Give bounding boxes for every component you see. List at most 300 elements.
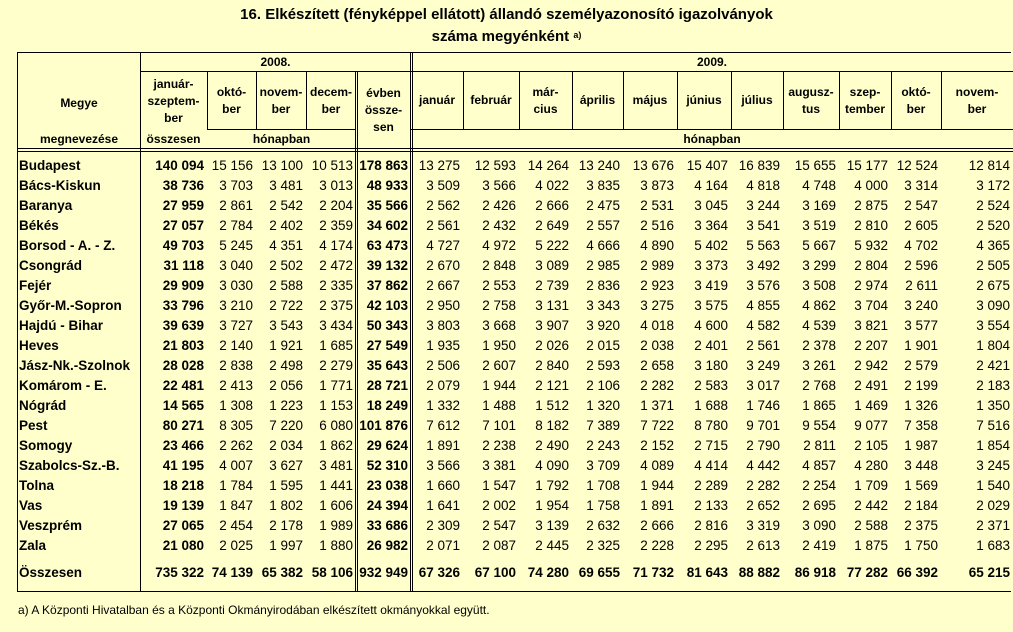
value-cell: 67 100 [474, 565, 516, 580]
value-cell: 2 768 [802, 378, 836, 393]
value-cell: 2 524 [976, 198, 1010, 213]
value-cell: 2 282 [640, 378, 674, 393]
value-cell: 1 944 [482, 378, 516, 393]
value-cell: 23 038 [366, 478, 408, 493]
value-cell: 2 666 [640, 518, 674, 533]
value-cell: 13 676 [632, 158, 674, 173]
value-cell: 1 308 [219, 398, 253, 413]
value-cell: 2 238 [482, 438, 516, 453]
title-footnote-marker: a) [573, 30, 582, 40]
value-cell: 2 207 [854, 338, 888, 353]
value-cell: 3 704 [854, 298, 888, 313]
value-cell: 1 441 [319, 478, 353, 493]
value-cell: 1 606 [319, 498, 353, 513]
value-cell: 7 612 [426, 418, 460, 433]
value-cell: 2 557 [586, 218, 620, 233]
month-2009-header: novem- ber [955, 84, 999, 116]
value-cell: 2 670 [426, 258, 460, 273]
value-cell: 4 727 [426, 238, 460, 253]
value-cell: 29 909 [162, 278, 204, 293]
value-cell: 2 454 [219, 518, 253, 533]
value-cell: 2 553 [482, 278, 516, 293]
value-cell: 2 056 [269, 378, 303, 393]
value-cell: 22 481 [162, 378, 204, 393]
value-cell: 3 576 [746, 278, 780, 293]
value-cell: 3 030 [219, 278, 253, 293]
value-cell: 3 835 [586, 178, 620, 193]
value-cell: 1 921 [269, 338, 303, 353]
value-cell: 3 803 [426, 318, 460, 333]
value-cell: 2 413 [219, 378, 253, 393]
value-cell: 2 588 [854, 518, 888, 533]
value-cell: 2 658 [640, 358, 674, 373]
value-cell: 7 101 [482, 418, 516, 433]
value-cell: 3 319 [746, 518, 780, 533]
value-cell: 42 103 [366, 298, 408, 313]
table-row [18, 196, 1013, 216]
value-cell: 3 509 [426, 178, 460, 193]
table-row [18, 396, 1013, 416]
value-cell: 13 275 [418, 158, 460, 173]
value-cell: 23 466 [162, 438, 204, 453]
value-cell: 28 028 [162, 358, 204, 373]
value-cell: 4 702 [904, 238, 938, 253]
table-row [18, 476, 1013, 496]
value-cell: 8 305 [219, 418, 253, 433]
value-cell: 50 343 [366, 318, 408, 333]
table-row [18, 456, 1013, 476]
value-cell: 37 862 [366, 278, 408, 293]
value-cell: 3 373 [694, 258, 728, 273]
value-cell: 2 105 [854, 438, 888, 453]
table-row [18, 176, 1013, 196]
value-cell: 2 547 [904, 198, 938, 213]
value-cell: 1 332 [426, 398, 460, 413]
value-cell: 1 708 [586, 478, 620, 493]
value-cell: 4 442 [746, 458, 780, 473]
value-cell: 86 918 [794, 565, 836, 580]
value-cell: 4 018 [640, 318, 674, 333]
value-cell: 2 588 [269, 278, 303, 293]
value-cell: 21 803 [162, 338, 204, 353]
value-cell: 67 326 [418, 565, 460, 580]
value-cell: 2 607 [482, 358, 516, 373]
value-cell: 3 492 [746, 258, 780, 273]
value-cell: 2 071 [426, 538, 460, 553]
value-cell: 15 177 [846, 158, 888, 173]
value-cell: 2 593 [586, 358, 620, 373]
value-cell: 4 539 [802, 318, 836, 333]
value-cell: 2 875 [854, 198, 888, 213]
footnote: a) A Központi Hivatalban és a Központi Okmányirodában elkészített okmányokkal együtt. [18, 603, 490, 617]
county-name: Veszprém [19, 518, 83, 533]
value-cell: 2 611 [905, 278, 938, 293]
value-cell: 2 282 [746, 478, 780, 493]
value-cell: 4 365 [976, 238, 1010, 253]
value-cell: 2 531 [640, 198, 674, 213]
value-cell: 3 419 [694, 278, 728, 293]
value-cell: 14 565 [162, 398, 204, 413]
value-cell: 4 280 [854, 458, 888, 473]
value-cell: 14 264 [527, 158, 569, 173]
month-2009-header: június [686, 93, 722, 107]
value-cell: 3 543 [269, 318, 303, 333]
value-cell: 1 547 [482, 478, 516, 493]
value-cell: 2 359 [319, 218, 353, 233]
value-cell: 2 605 [904, 218, 938, 233]
value-cell: 3 554 [976, 318, 1010, 333]
value-cell: 3 541 [746, 218, 780, 233]
value-cell: 2 861 [219, 198, 253, 213]
value-cell: 2 632 [586, 518, 620, 533]
county-name: Baranya [19, 198, 73, 213]
value-cell: 3 040 [219, 258, 253, 273]
value-cell: 5 222 [535, 238, 569, 253]
value-cell: 35 566 [366, 198, 408, 213]
table-row [18, 496, 1013, 516]
value-cell: 2 838 [219, 358, 253, 373]
hoanapban-2009: hónapban [683, 131, 741, 146]
value-cell: 35 643 [366, 358, 408, 373]
value-cell: 27 549 [366, 338, 408, 353]
value-cell: 2 561 [426, 218, 460, 233]
value-cell: 3 508 [802, 278, 836, 293]
value-cell: 1 688 [694, 398, 728, 413]
value-cell: 4 890 [640, 238, 674, 253]
value-cell: 2 106 [586, 378, 620, 393]
value-cell: 2 505 [976, 258, 1010, 273]
value-cell: 2 715 [694, 438, 728, 453]
value-cell: 1 771 [319, 378, 353, 393]
value-cell: 1 901 [904, 338, 938, 353]
value-cell: 178 863 [359, 158, 408, 173]
value-cell: 13 100 [261, 158, 303, 173]
value-cell: 5 563 [746, 238, 780, 253]
value-cell: 2 445 [535, 538, 569, 553]
value-cell: 80 271 [162, 418, 204, 433]
value-cell: 2 183 [976, 378, 1010, 393]
value-cell: 3 575 [694, 298, 728, 313]
value-cell: 39 132 [366, 258, 408, 273]
value-cell: 1 685 [319, 338, 353, 353]
value-cell: 18 249 [366, 398, 408, 413]
value-cell: 140 094 [155, 158, 204, 173]
value-cell: 66 392 [896, 565, 938, 580]
value-cell: 5 402 [694, 238, 728, 253]
value-cell: 3 821 [854, 318, 888, 333]
value-cell: 2 289 [694, 478, 728, 493]
value-cell: 26 982 [366, 538, 408, 553]
month-2009-header: augusz- tus [788, 84, 834, 116]
value-cell: 3 261 [802, 358, 836, 373]
value-cell: 3 481 [319, 458, 353, 473]
value-cell: 3 013 [319, 178, 353, 193]
value-cell: 2 432 [482, 218, 516, 233]
value-cell: 3 907 [535, 318, 569, 333]
value-cell: 7 516 [976, 418, 1010, 433]
table-row [18, 216, 1013, 236]
value-cell: 2 950 [426, 298, 460, 313]
value-cell: 1 320 [586, 398, 620, 413]
county-name: Zala [19, 538, 47, 553]
value-cell: 2 121 [535, 378, 569, 393]
value-cell: 3 920 [586, 318, 620, 333]
value-cell: 2 419 [802, 538, 836, 553]
value-cell: 28 721 [366, 378, 408, 393]
value-cell: 2 498 [269, 358, 303, 373]
value-cell: 2 739 [535, 278, 569, 293]
county-name: Tolna [19, 478, 54, 493]
value-cell: 1 746 [746, 398, 780, 413]
value-cell: 2 695 [802, 498, 836, 513]
value-cell: 932 949 [359, 565, 408, 580]
value-cell: 9 554 [802, 418, 836, 433]
value-cell: 2 649 [535, 218, 569, 233]
value-cell: 1 944 [640, 478, 674, 493]
value-cell: 5 932 [854, 238, 888, 253]
value-cell: 74 139 [211, 565, 253, 580]
value-cell: 7 220 [269, 418, 303, 433]
value-cell: 3 448 [904, 458, 938, 473]
value-cell: 2 811 [803, 438, 836, 453]
value-cell: 2 199 [904, 378, 938, 393]
value-cell: 3 169 [802, 198, 836, 213]
value-cell: 3 131 [535, 298, 569, 313]
value-cell: 4 022 [535, 178, 569, 193]
value-cell: 2 026 [535, 338, 569, 353]
value-cell: 3 240 [904, 298, 938, 313]
value-cell: 2 472 [319, 258, 353, 273]
value-cell: 58 106 [311, 565, 353, 580]
value-cell: 12 524 [896, 158, 938, 173]
value-cell: 1 792 [535, 478, 569, 493]
county-name: Hajdú - Bihar [19, 318, 104, 333]
value-cell: 4 000 [854, 178, 888, 193]
value-cell: 1 469 [854, 398, 888, 413]
value-cell: 4 748 [802, 178, 836, 193]
value-cell: 2 840 [535, 358, 569, 373]
county-name: Somogy [19, 438, 73, 453]
value-cell: 3 703 [219, 178, 253, 193]
table-row [18, 356, 1013, 376]
value-cell: 2 810 [854, 218, 888, 233]
value-cell: 1 540 [976, 478, 1010, 493]
value-cell: 1 595 [269, 478, 303, 493]
value-cell: 3 343 [586, 298, 620, 313]
value-cell: 3 090 [976, 298, 1010, 313]
value-cell: 1 326 [904, 398, 938, 413]
value-cell: 3 275 [640, 298, 674, 313]
value-cell: 1 709 [854, 478, 888, 493]
value-cell: 1 891 [640, 498, 674, 513]
table-row [18, 156, 1013, 176]
value-cell: 5 245 [219, 238, 253, 253]
value-cell: 1 865 [802, 398, 836, 413]
value-cell: 2 758 [482, 298, 516, 313]
value-cell: 10 513 [311, 158, 353, 173]
value-cell: 74 280 [527, 565, 569, 580]
value-cell: 8 182 [535, 418, 569, 433]
value-cell: 52 310 [366, 458, 408, 473]
value-cell: 34 602 [366, 218, 408, 233]
value-cell: 3 245 [976, 458, 1010, 473]
value-cell: 21 080 [162, 538, 204, 553]
value-cell: 3 045 [694, 198, 728, 213]
value-cell: 2 667 [426, 278, 460, 293]
value-cell: 1 891 [426, 438, 460, 453]
value-cell: 3 566 [482, 178, 516, 193]
table-row [18, 256, 1013, 276]
value-cell: 2 152 [640, 438, 674, 453]
value-cell: 27 065 [162, 518, 204, 533]
header-rule-bottom [18, 151, 1013, 152]
value-cell: 2 295 [694, 538, 728, 553]
month-2009-header: május [632, 93, 668, 107]
value-cell: 2 722 [269, 298, 303, 313]
value-cell: 2 015 [586, 338, 620, 353]
value-cell: 2 402 [269, 218, 303, 233]
table-row [18, 276, 1013, 296]
value-cell: 7 358 [904, 418, 938, 433]
value-cell: 15 407 [686, 158, 728, 173]
value-cell: 9 701 [746, 418, 780, 433]
value-cell: 2 371 [976, 518, 1010, 533]
header-rule-top [18, 148, 1013, 149]
value-cell: 4 972 [482, 238, 516, 253]
county-name: Győr-M.-Sopron [19, 298, 122, 313]
value-cell: 3 434 [319, 318, 353, 333]
value-cell: 2 375 [319, 298, 353, 313]
value-cell: 2 002 [482, 498, 516, 513]
county-name: Szabolcs-Sz.-B. [19, 458, 120, 473]
value-cell: 7 389 [586, 418, 620, 433]
hoanapban-2008: hónapban [252, 131, 311, 146]
value-cell: 1 804 [976, 338, 1010, 353]
value-cell: 15 655 [794, 158, 836, 173]
value-cell: 3 172 [976, 178, 1010, 193]
value-cell: 27 959 [162, 198, 204, 213]
value-cell: 1 997 [269, 538, 303, 553]
value-cell: 101 876 [359, 418, 408, 433]
value-cell: 9 077 [854, 418, 888, 433]
value-cell: 2 204 [319, 198, 353, 213]
value-cell: 2 596 [904, 258, 938, 273]
value-cell: 2 228 [640, 538, 674, 553]
value-cell: 2 442 [854, 498, 888, 513]
value-cell: 2 029 [976, 498, 1010, 513]
col-evben-header: évben össze- sen [364, 85, 403, 134]
value-cell: 2 325 [586, 538, 620, 553]
value-cell: 4 666 [586, 238, 620, 253]
value-cell: 3 244 [746, 198, 780, 213]
value-cell: 12 593 [474, 158, 516, 173]
table-row [18, 336, 1013, 356]
value-cell: 3 627 [269, 458, 303, 473]
value-cell: 2 675 [976, 278, 1010, 293]
value-cell: 2 974 [854, 278, 888, 293]
value-cell: 3 709 [586, 458, 620, 473]
value-cell: 2 140 [219, 338, 253, 353]
county-name: Fejér [19, 278, 52, 293]
value-cell: 4 582 [746, 318, 780, 333]
value-cell: 2 666 [535, 198, 569, 213]
value-cell: 81 643 [686, 565, 728, 580]
value-cell: 3 299 [802, 258, 836, 273]
value-cell: 2 426 [482, 198, 516, 213]
county-header: Megye [60, 95, 98, 110]
value-cell: 4 414 [694, 458, 728, 473]
value-cell: 2 561 [746, 338, 780, 353]
value-cell: 2 025 [219, 538, 253, 553]
value-cell: 3 519 [802, 218, 836, 233]
value-cell: 3 139 [535, 518, 569, 533]
total-row [18, 556, 1013, 590]
value-cell: 88 882 [738, 565, 780, 580]
table-row [18, 536, 1013, 556]
value-cell: 2 038 [640, 338, 674, 353]
value-cell: 24 394 [366, 498, 408, 513]
value-cell: 2 502 [269, 258, 303, 273]
value-cell: 5 667 [802, 238, 836, 253]
value-cell: 6 080 [319, 418, 353, 433]
value-cell: 33 686 [366, 518, 408, 533]
value-cell: 2 562 [426, 198, 460, 213]
value-cell: 77 282 [846, 565, 888, 580]
value-cell: 1 854 [976, 438, 1010, 453]
month-2008-header: decem- ber [309, 84, 353, 116]
value-cell: 31 118 [163, 258, 204, 273]
value-cell: 1 862 [319, 438, 353, 453]
value-cell: 19 139 [162, 498, 204, 513]
month-2009-header: április [579, 93, 616, 107]
value-cell: 2 184 [904, 498, 938, 513]
col-jan-sep-header: január- szeptem- ber [147, 76, 200, 125]
value-cell: 1 153 [319, 398, 353, 413]
value-cell: 3 566 [426, 458, 460, 473]
value-cell: 2 243 [586, 438, 620, 453]
table-row [18, 416, 1013, 436]
value-cell: 2 583 [694, 378, 728, 393]
value-cell: 2 087 [482, 538, 516, 553]
county-subheader: megnevezése [39, 131, 119, 146]
county-name: Nógrád [19, 398, 67, 413]
value-cell: 2 784 [219, 218, 253, 233]
table-title-line2: száma megyénként $^{a)}$ [431, 28, 582, 45]
value-cell: 3 481 [269, 178, 303, 193]
table-row [18, 516, 1013, 536]
value-cell: 1 512 [535, 398, 569, 413]
value-cell: 2 989 [640, 258, 674, 273]
value-cell: 2 790 [746, 438, 780, 453]
county-name: Csongrád [19, 258, 83, 273]
value-cell: 2 490 [535, 438, 569, 453]
value-cell: 3 727 [219, 318, 253, 333]
value-cell: 1 683 [976, 538, 1010, 553]
value-cell: 1 954 [535, 498, 569, 513]
value-cell: 8 780 [694, 418, 728, 433]
value-cell: 71 732 [632, 565, 674, 580]
table-row [18, 436, 1013, 456]
value-cell: 1 784 [219, 478, 253, 493]
value-cell: 4 818 [746, 178, 780, 193]
month-2009-header: július [741, 93, 773, 107]
value-cell: 1 569 [904, 478, 938, 493]
value-cell: 4 855 [746, 298, 780, 313]
value-cell: 4 089 [640, 458, 674, 473]
value-cell: 2 506 [426, 358, 460, 373]
value-cell: 2 401 [694, 338, 728, 353]
value-cell: 1 371 [640, 398, 674, 413]
